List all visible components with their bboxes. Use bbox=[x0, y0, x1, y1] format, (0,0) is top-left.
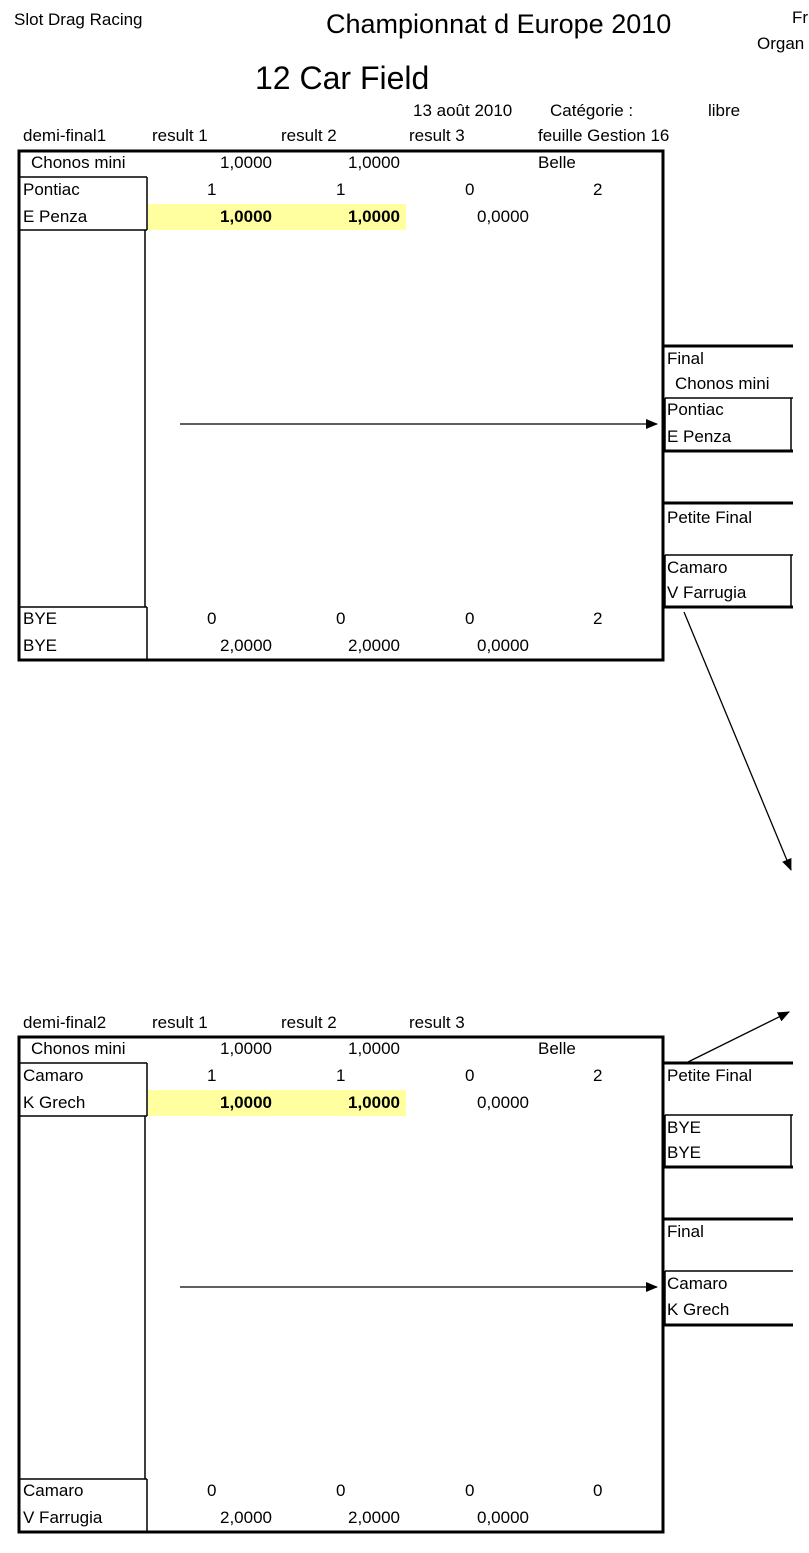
semi1-top-win-2: 1 bbox=[336, 180, 346, 199]
sheet-label: feuille Gestion 16 bbox=[538, 126, 670, 145]
final2-label: Final bbox=[667, 1222, 704, 1241]
petite-final2-car: BYE bbox=[667, 1118, 702, 1137]
final1-driver: E Penza bbox=[667, 427, 732, 446]
semi2-class-label: Chonos mini bbox=[31, 1039, 126, 1058]
semi1-top-win-3: 0 bbox=[465, 180, 475, 199]
semi1-top-time-3: 0,0000 bbox=[477, 207, 529, 226]
semi2-bottom-car: Camaro bbox=[23, 1481, 84, 1500]
final2-driver: K Grech bbox=[667, 1300, 730, 1319]
semi2-bottom-time-2: 2,0000 bbox=[348, 1508, 400, 1527]
final1-label: Final bbox=[667, 349, 704, 368]
semi1-col-result1: result 1 bbox=[152, 126, 208, 145]
petite-final1-label: Petite Final bbox=[667, 508, 753, 527]
semi2-top-win-3: 0 bbox=[465, 1066, 475, 1085]
semi2-class-r2: 1,0000 bbox=[348, 1039, 400, 1058]
semi2-top-win-1: 1 bbox=[207, 1066, 217, 1085]
semi1-top-win-1: 1 bbox=[207, 180, 217, 199]
semi1-top-time-1: 1,0000 bbox=[220, 207, 272, 226]
semi2-top-time-2: 1,0000 bbox=[348, 1093, 400, 1112]
semi2-bottom-time-1: 2,0000 bbox=[220, 1508, 272, 1527]
semi1-belle: Belle bbox=[538, 153, 576, 172]
championship-title: Championnat d Europe 2010 bbox=[326, 9, 672, 39]
semi2-bottom-win-3: 0 bbox=[465, 1481, 475, 1500]
semi2-top-time-1: 1,0000 bbox=[220, 1093, 272, 1112]
semi1-bottom-time-2: 2,0000 bbox=[348, 636, 400, 655]
semi2-col-result2: result 2 bbox=[281, 1013, 337, 1032]
semi1-bottom-win-3: 0 bbox=[465, 609, 475, 628]
semi2-title: demi-final2 bbox=[23, 1013, 107, 1032]
semi2-bottom-wins-total: 0 bbox=[593, 1481, 603, 1500]
semi1-class-r1: 1,0000 bbox=[220, 153, 272, 172]
petite-final2-driver: BYE bbox=[667, 1143, 702, 1162]
semi1-col-result2: result 2 bbox=[281, 126, 337, 145]
header-right-bottom: Organ bbox=[757, 34, 805, 53]
petite-final1-car: Camaro bbox=[667, 558, 728, 577]
semi2-top-win-2: 1 bbox=[336, 1066, 346, 1085]
semi1-top-time-2: 1,0000 bbox=[348, 207, 400, 226]
semi1-top-driver: E Penza bbox=[23, 207, 88, 226]
semi1-bottom-car: BYE bbox=[23, 609, 58, 628]
semi2-belle: Belle bbox=[538, 1039, 576, 1058]
semi2-top-driver: K Grech bbox=[23, 1093, 86, 1112]
semi1-bottom-driver: BYE bbox=[23, 636, 58, 655]
semi2-top-car: Camaro bbox=[23, 1066, 84, 1085]
semi2-top-time-3: 0,0000 bbox=[477, 1093, 529, 1112]
final1-class: Chonos mini bbox=[675, 374, 770, 393]
semi1-bottom-time-3: 0,0000 bbox=[477, 636, 529, 655]
event-date: 13 août 2010 bbox=[413, 101, 513, 120]
org-name: Slot Drag Racing bbox=[14, 10, 143, 29]
semi1-class-label: Chonos mini bbox=[31, 153, 126, 172]
semi1-bottom-win-1: 0 bbox=[207, 609, 217, 628]
semi2-col-result3: result 3 bbox=[409, 1013, 465, 1032]
semi1-class-r2: 1,0000 bbox=[348, 153, 400, 172]
petite-final1-driver: V Farrugia bbox=[667, 583, 747, 602]
semi1-top-wins-total: 2 bbox=[593, 180, 603, 199]
category-label: Catégorie : bbox=[550, 101, 634, 120]
semi2-top-wins-total: 2 bbox=[593, 1066, 603, 1085]
semi2-bottom-time-3: 0,0000 bbox=[477, 1508, 529, 1527]
petite-final2-label: Petite Final bbox=[667, 1066, 753, 1085]
semi1-top-car: Pontiac bbox=[23, 180, 80, 199]
header-right-top: Fr bbox=[792, 8, 809, 27]
semi1-bottom-win-2: 0 bbox=[336, 609, 346, 628]
category-value: libre bbox=[708, 101, 741, 120]
final2-car: Camaro bbox=[667, 1274, 728, 1293]
semi2-col-result1: result 1 bbox=[152, 1013, 208, 1032]
semi2-bottom-driver: V Farrugia bbox=[23, 1508, 103, 1527]
final1-car: Pontiac bbox=[667, 400, 724, 419]
semi2-bottom-win-2: 0 bbox=[336, 1481, 346, 1500]
semi1-title: demi-final1 bbox=[23, 126, 107, 145]
semi1-bottom-time-1: 2,0000 bbox=[220, 636, 272, 655]
semi1-col-result3: result 3 bbox=[409, 126, 465, 145]
semi2-class-r1: 1,0000 bbox=[220, 1039, 272, 1058]
field-title: 12 Car Field bbox=[255, 60, 430, 96]
semi2-bottom-win-1: 0 bbox=[207, 1481, 217, 1500]
semi1-bottom-wins-total: 2 bbox=[593, 609, 603, 628]
